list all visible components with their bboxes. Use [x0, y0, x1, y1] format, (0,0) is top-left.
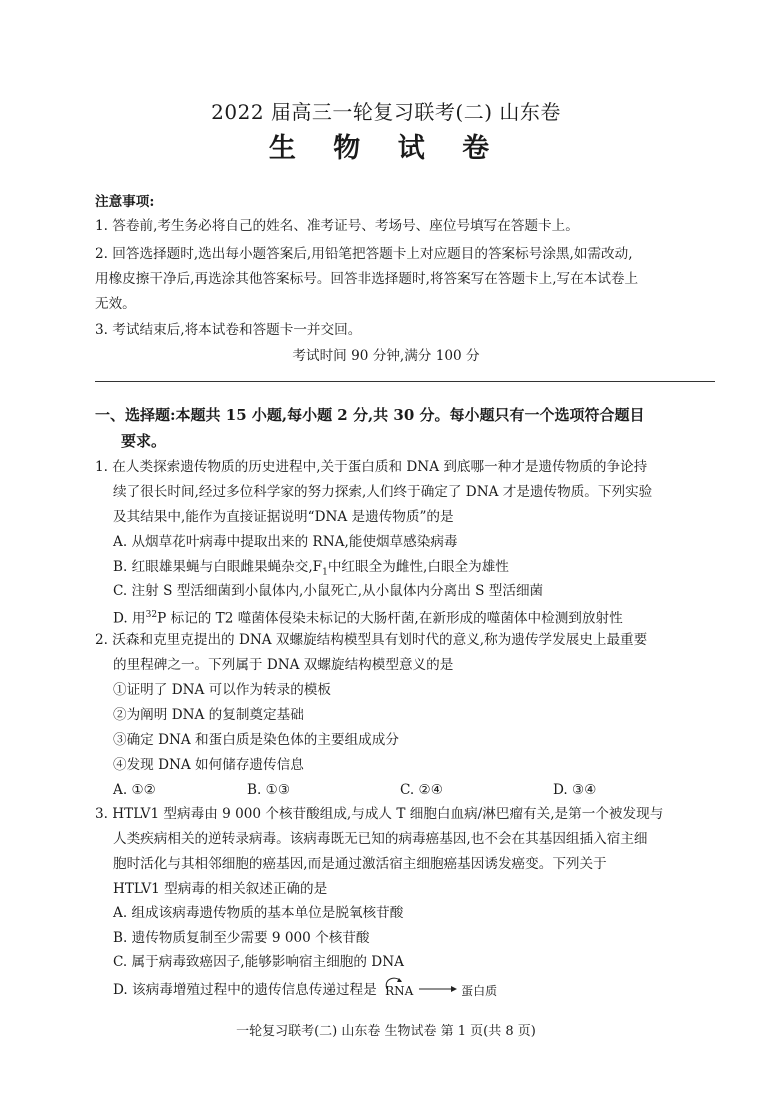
q3-stem-1: 3. HTLV1 型病毒由 9 000 个核苷酸组成,与成人 T 细胞白血病/淋巴瘤有关,是第一个被发现与 — [95, 806, 664, 822]
q3-option-b: B. 遗传物质复制至少需要 9 000 个核苷酸 — [113, 930, 370, 946]
q2-item-1: ①证明了 DNA 可以作为转录的模板 — [113, 682, 331, 698]
q3-option-c: C. 属于病毒致癌因子,能够影响宿主细胞的 DNA — [113, 954, 404, 970]
divider — [95, 381, 715, 382]
q1-stem-1: 1. 在人类探索遗传物质的历史进程中,关于蛋白质和 DNA 到底哪一种才是遗传物质的争论持 — [95, 459, 648, 475]
exam-title: 2022 届高三一轮复习联考(二) 山东卷 — [211, 100, 561, 124]
q1-option-b-rest: 中红眼全为雌性,白眼全为雄性 — [327, 559, 509, 575]
notice-line-1: 1. 答卷前,考生务必将自己的姓名、准考证号、考场号、座位号填写在答题卡上。 — [95, 218, 579, 234]
q1-option-d-text: D. 用 — [113, 610, 146, 627]
q2-stem-2: 的里程碑之一。下列属于 DNA 双螺旋结构模型意义的是 — [113, 657, 454, 673]
q2-stem-1: 2. 沃森和克里克提出的 DNA 双螺旋结构模型具有划时代的意义,称为遗传学发展史上最重要 — [95, 632, 648, 648]
protein-label: 蛋白质 — [461, 983, 498, 998]
q2-option-a: A. ①② — [113, 782, 156, 798]
exam-time: 考试时间 90 分钟,满分 100 分 — [292, 348, 480, 364]
q1-option-d-sup: 32 — [145, 610, 158, 620]
q1-option-a: A. 从烟草花叶病毒中提取出来的 RNA,能使烟草感染病毒 — [113, 534, 458, 550]
q1-stem-3: 及其结果中,能作为直接证据说明“DNA 是遗传物质”的是 — [113, 509, 454, 525]
notice-line-3: 用橡皮擦干净后,再选涂其他答案标号。回答非选择题时,将答案写在答题卡上,写在本试卷上 — [95, 271, 639, 287]
q3-stem-3: 胞时活化与其相邻细胞的癌基因,而是通过激活宿主细胞癌基因诱发癌变。下列关于 — [113, 856, 607, 872]
q2-item-4: ④发现 DNA 如何储存遗传信息 — [113, 757, 304, 773]
q3-stem-2: 人类疾病相关的逆转录病毒。该病毒既无已知的病毒癌基因,也不会在其基因组插入宿主细 — [113, 831, 648, 847]
rna-label: RNA — [385, 983, 414, 998]
q3-stem-4: HTLV1 型病毒的相关叙述正确的是 — [113, 881, 328, 897]
q1-option-b-sub: 1 — [322, 567, 328, 578]
q2-item-2: ②为阐明 DNA 的复制奠定基础 — [113, 707, 304, 723]
q1-option-d — [113, 605, 623, 629]
q3-option-a: A. 组成该病毒遗传物质的基本单位是脱氧核苷酸 — [113, 905, 404, 921]
notice-line-5: 3. 考试结束后,将本试卷和答题卡一并交回。 — [95, 322, 362, 338]
q2-option-d: D. ③④ — [553, 782, 597, 798]
q1-stem-2: 续了很长时间,经过多位科学家的努力探索,人们终于确定了 DNA 才是遗传物质。下列实验 — [113, 484, 653, 500]
q2-item-3: ③确定 DNA 和蛋白质是染色体的主要组成成分 — [113, 732, 399, 748]
notice-line-2: 2. 回答选择题时,选出每小题答案后,用铅笔把答题卡上对应题目的答案标号涂黑,如需改动, — [95, 246, 633, 262]
q2-option-c: C. ②④ — [400, 782, 443, 798]
q1-option-c: C. 注射 S 型活细菌到小鼠体内,小鼠死亡,从小鼠体内分离出 S 型活细菌 — [113, 583, 544, 599]
q3-option-d — [113, 980, 501, 1001]
notice-heading: 注意事项: — [95, 194, 155, 210]
q1-option-b-text: B. 红眼雄果蝇与白眼雌果蝇杂交,F — [113, 559, 323, 575]
section-heading: 一、选择题:本题共 15 小题,每小题 2 分,共 30 分。每小题只有一个选项符合题目 — [95, 406, 645, 424]
rna-self-replication-diagram — [381, 981, 501, 1001]
section-heading-cont: 要求。 — [121, 432, 167, 450]
page-footer: 一轮复习联考(二) 山东卷 生物试卷 第 1 页(共 8 页) — [236, 1024, 536, 1039]
notice-line-4: 无效。 — [95, 296, 136, 312]
subject-title: 生 物 试 卷 — [268, 133, 504, 164]
q2-option-b: B. ①③ — [247, 782, 291, 798]
q3-option-d-text: D. 该病毒增殖过程中的遗传信息传递过程是 — [113, 982, 377, 998]
q1-option-b — [113, 557, 509, 583]
q1-option-d-rest: P 标记的 T2 噬菌体侵染未标记的大肠杆菌,在新形成的噬菌体中检测到放射性 — [157, 610, 623, 627]
